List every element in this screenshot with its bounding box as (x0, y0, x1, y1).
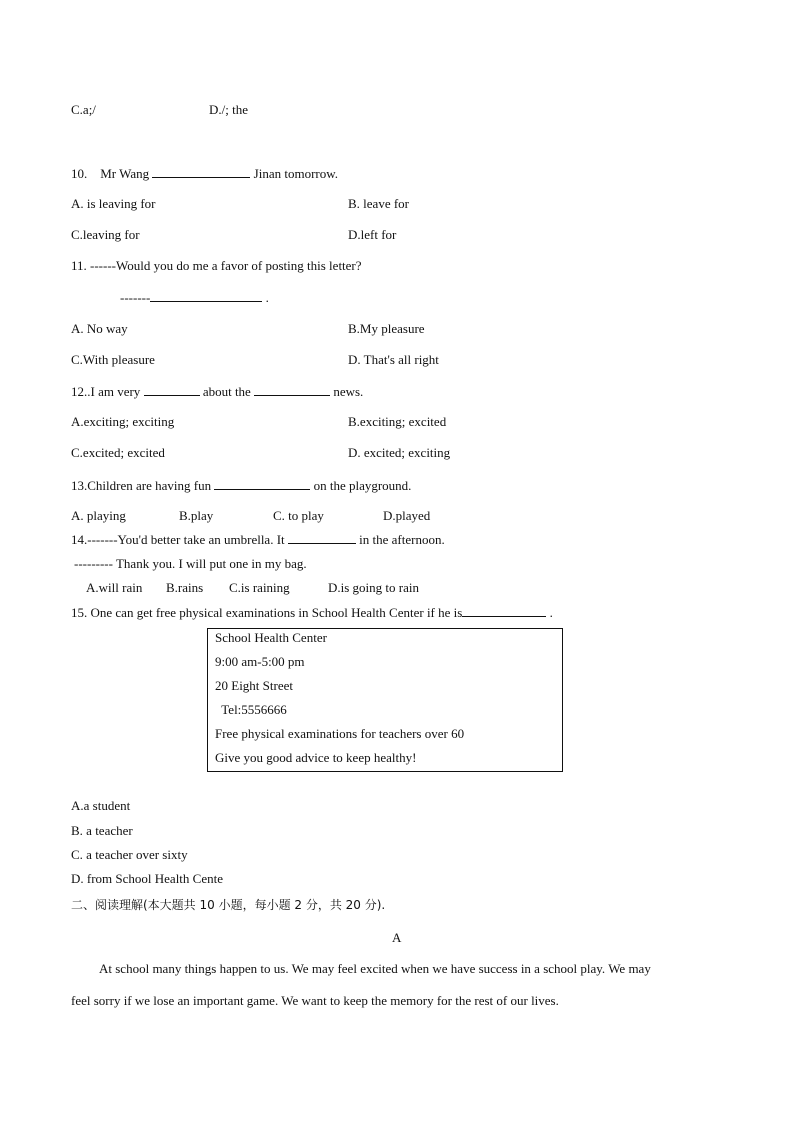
passage-paragraph (71, 961, 711, 1009)
option-a: A.a student (71, 798, 131, 813)
option-b: B.exciting; excited (348, 414, 447, 429)
question-stem: 12..I am very (71, 384, 141, 399)
notice-line: Free physical examinations for teachers over 60 (215, 726, 465, 741)
option-a: A.will rain (86, 580, 143, 595)
question-stem: Mr Wang (100, 166, 150, 181)
answer-blank[interactable] (152, 165, 250, 178)
question-11: 11. ------Would you do me a favor of posting this letter? (71, 258, 362, 273)
option-b: B.My pleasure (348, 321, 425, 336)
notice-line: Give you good advice to keep healthy! (215, 750, 417, 765)
option-c: C. a teacher over sixty (71, 847, 188, 862)
question-stem: 15. One can get free physical examinations in School Health Center if he is (71, 605, 463, 620)
answer-blank[interactable] (462, 604, 546, 617)
passage-line: feel sorry if we lose an important game. We want to keep the memory for the rest of our lives. (71, 993, 559, 1008)
notice-line: 20 Eight Street (215, 678, 293, 693)
option-a: A.exciting; exciting (71, 414, 175, 429)
question-number: 10. (71, 166, 88, 181)
option-a: A. is leaving for (71, 196, 156, 211)
passage-label: A (392, 930, 402, 945)
option-c: C. to play (273, 508, 324, 523)
option-d: D.left for (348, 227, 397, 242)
option-b: B. a teacher (71, 823, 133, 838)
option-c: C.With pleasure (71, 352, 155, 367)
question-stem: 13.Children are having fun (71, 478, 212, 493)
question-stem: on the playground. (313, 478, 412, 493)
question-stem: about the (202, 384, 251, 399)
question-stem: Jinan tomorrow. (253, 166, 339, 181)
reply-period: . (265, 290, 269, 305)
question-stem: 14.-------You'd better take an umbrella. It (71, 532, 285, 547)
option-c: C.a;/ (71, 102, 96, 117)
question-stem: . (549, 605, 553, 620)
answer-blank[interactable] (150, 289, 262, 302)
notice-line: Tel:5556666 (215, 702, 287, 717)
question-12 (71, 383, 363, 400)
option-c: C.is raining (229, 580, 290, 595)
option-b: B.rains (166, 580, 204, 595)
option-d: D.played (383, 508, 431, 523)
answer-blank[interactable] (214, 477, 310, 490)
passage-line: At school many things happen to us. We may feel excited when we have success in a school play. We may (99, 961, 651, 976)
option-d: D.is going to rain (328, 580, 419, 595)
question-reply (120, 289, 269, 306)
option-b: B.play (179, 508, 214, 523)
question-13 (71, 477, 411, 494)
question-reply: --------- Thank you. I will put one in my bag. (74, 556, 307, 571)
option-d: D. That's all right (348, 352, 439, 367)
answer-blank[interactable] (254, 383, 330, 396)
option-d: D. excited; exciting (348, 445, 451, 460)
option-c: C.leaving for (71, 227, 140, 242)
notice-line: School Health Center (215, 630, 327, 645)
option-d: D./; the (209, 102, 248, 117)
question-stem: news. (333, 384, 364, 399)
option-d: D. from School Health Cente (71, 871, 223, 886)
section-heading: 二、阅读理解(本大题共 10 小题，每小题 2 分，共 20 分). (71, 898, 386, 912)
option-a: A. No way (71, 321, 128, 336)
reply-dashes: ------- (120, 290, 151, 305)
question-14 (71, 531, 445, 548)
option-b: B. leave for (348, 196, 410, 211)
notice-box (207, 628, 563, 772)
question-10 (71, 165, 338, 182)
answer-blank[interactable] (144, 383, 200, 396)
notice-line: 9:00 am-5:00 pm (215, 654, 305, 669)
question-15 (71, 604, 553, 621)
option-a: A. playing (71, 508, 126, 523)
option-c: C.excited; excited (71, 445, 165, 460)
answer-blank[interactable] (288, 531, 356, 544)
question-stem: in the afternoon. (359, 532, 445, 547)
